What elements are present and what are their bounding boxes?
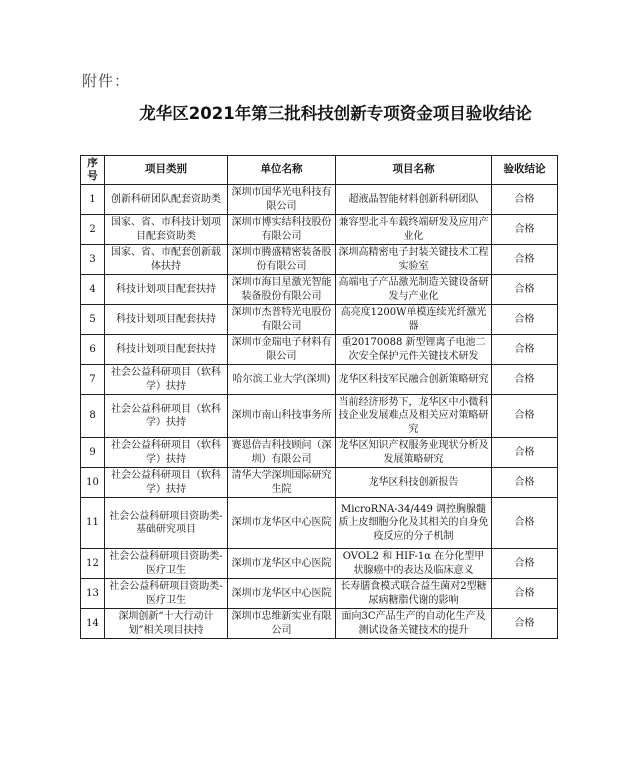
- cell-conclusion: 合格: [492, 609, 558, 639]
- table-row: [81, 305, 558, 335]
- cell-organization: 深圳市博实结科技股份有限公司: [228, 215, 336, 245]
- cell-index: 11: [81, 498, 105, 549]
- cell-conclusion: 合格: [492, 468, 558, 498]
- cell-category: 社会公益科研项目（软科学）扶持: [105, 365, 228, 395]
- table-row: [81, 275, 558, 305]
- cell-project: 重20170088 新型锂离子电池二次安全保护元件关键技术研发: [336, 335, 492, 365]
- table-row: [81, 438, 558, 468]
- cell-conclusion: 合格: [492, 275, 558, 305]
- cell-project: MicroRNA-34/449 调控胸腺髓质上皮细胞分化及其相关的自身免疫反应的分子机制: [336, 498, 492, 549]
- cell-index: 2: [81, 215, 105, 245]
- cell-category: 深圳创新“十大行动计划”相关项目扶持: [105, 609, 228, 639]
- cell-organization: 深圳市海目星激光智能装备股份有限公司: [228, 275, 336, 305]
- cell-project: 超液晶智能材料创新科研团队: [336, 185, 492, 215]
- cell-conclusion: 合格: [492, 245, 558, 275]
- cell-conclusion: 合格: [492, 438, 558, 468]
- cell-index: 6: [81, 335, 105, 365]
- cell-conclusion: 合格: [492, 395, 558, 438]
- cell-index: 5: [81, 305, 105, 335]
- table-header-row: [81, 156, 558, 185]
- table-row: [81, 549, 558, 579]
- cell-index: 4: [81, 275, 105, 305]
- cell-organization: 赛恩倍吉科技顾问（深圳）有限公司: [228, 438, 336, 468]
- cell-conclusion: 合格: [492, 305, 558, 335]
- table-row: [81, 579, 558, 609]
- cell-organization: 深圳市腾盛精密装备股份有限公司: [228, 245, 336, 275]
- cell-category: 社会公益科研项目（软科学）扶持: [105, 438, 228, 468]
- header-category: 项目类别: [105, 156, 228, 185]
- cell-category: 国家、省、市科技计划项目配套资助类: [105, 215, 228, 245]
- cell-organization: 哈尔滨工业大学(深圳): [228, 365, 336, 395]
- table-row: [81, 185, 558, 215]
- cell-conclusion: 合格: [492, 579, 558, 609]
- cell-conclusion: 合格: [492, 185, 558, 215]
- cell-project: 面向3C产品生产的自动化生产及测试设备关键技术的提升: [336, 609, 492, 639]
- cell-index: 9: [81, 438, 105, 468]
- cell-category: 社会公益科研项目资助类-医疗卫生: [105, 579, 228, 609]
- cell-project: 高亮度1200W单模连续光纤激光器: [336, 305, 492, 335]
- table-row: [81, 498, 558, 549]
- cell-index: 7: [81, 365, 105, 395]
- attachment-label: 附件：: [82, 72, 131, 90]
- cell-index: 14: [81, 609, 105, 639]
- cell-project: 龙华区知识产权服务业现状分析及发展策略研究: [336, 438, 492, 468]
- cell-organization: 深圳市南山科技事务所: [228, 395, 336, 438]
- cell-index: 8: [81, 395, 105, 438]
- header-conclusion: 验收结论: [492, 156, 558, 185]
- cell-category: 社会公益科研项目（软科学）扶持: [105, 395, 228, 438]
- cell-project: 长寿膳食模式联合益生菌对2型糖尿病糖脂代谢的影响: [336, 579, 492, 609]
- cell-index: 12: [81, 549, 105, 579]
- cell-index: 10: [81, 468, 105, 498]
- cell-project: 当前经济形势下，龙华区中小微科技企业发展难点及相关应对策略研究: [336, 395, 492, 438]
- cell-conclusion: 合格: [492, 215, 558, 245]
- cell-category: 科技计划项目配套扶持: [105, 275, 228, 305]
- table-row: [81, 245, 558, 275]
- cell-project: 兼容型北斗车载终端研发及应用产业化: [336, 215, 492, 245]
- cell-category: 社会公益科研项目资助类-医疗卫生: [105, 549, 228, 579]
- table-row: [81, 468, 558, 498]
- cell-index: 3: [81, 245, 105, 275]
- cell-project: OVOL2 和 HIF-1α 在分化型甲状腺癌中的表达及临床意义: [336, 549, 492, 579]
- cell-conclusion: 合格: [492, 498, 558, 549]
- cell-project: 龙华区科技创新报告: [336, 468, 492, 498]
- cell-conclusion: 合格: [492, 335, 558, 365]
- cell-organization: 深圳市金瑞电子材料有限公司: [228, 335, 336, 365]
- cell-organization: 深圳市龙华区中心医院: [228, 579, 336, 609]
- cell-organization: 深圳市龙华区中心医院: [228, 549, 336, 579]
- cell-project: 高端电子产品激光制造关键设备研发与产业化: [336, 275, 492, 305]
- cell-category: 社会公益科研项目资助类-基础研究项目: [105, 498, 228, 549]
- cell-category: 国家、省、市配套创新载体扶持: [105, 245, 228, 275]
- cell-organization: 深圳市杰普特光电股份有限公司: [228, 305, 336, 335]
- cell-conclusion: 合格: [492, 365, 558, 395]
- acceptance-table: [80, 155, 558, 639]
- cell-index: 13: [81, 579, 105, 609]
- table-row: [81, 215, 558, 245]
- page-title: 龙华区2021年第三批科技创新专项资金项目验收结论: [139, 104, 532, 123]
- cell-index: 1: [81, 185, 105, 215]
- table-row: [81, 395, 558, 438]
- cell-conclusion: 合格: [492, 549, 558, 579]
- cell-category: 科技计划项目配套扶持: [105, 305, 228, 335]
- cell-category: 创新科研团队配套资助类: [105, 185, 228, 215]
- cell-category: 社会公益科研项目（软科学）扶持: [105, 468, 228, 498]
- cell-organization: 深圳市忠维新实业有限公司: [228, 609, 336, 639]
- header-project: 项目名称: [336, 156, 492, 185]
- cell-organization: 深圳市国华光电科技有限公司: [228, 185, 336, 215]
- table-row: [81, 335, 558, 365]
- header-organization: 单位名称: [228, 156, 336, 185]
- table-row: [81, 365, 558, 395]
- table-row: [81, 609, 558, 639]
- cell-project: 龙华区科技军民融合创新策略研究: [336, 365, 492, 395]
- cell-project: 深圳高精密电子封装关键技术工程实验室: [336, 245, 492, 275]
- cell-category: 科技计划项目配套扶持: [105, 335, 228, 365]
- cell-organization: 清华大学深圳国际研究生院: [228, 468, 336, 498]
- cell-organization: 深圳市龙华区中心医院: [228, 498, 336, 549]
- header-index: 序号: [81, 156, 105, 185]
